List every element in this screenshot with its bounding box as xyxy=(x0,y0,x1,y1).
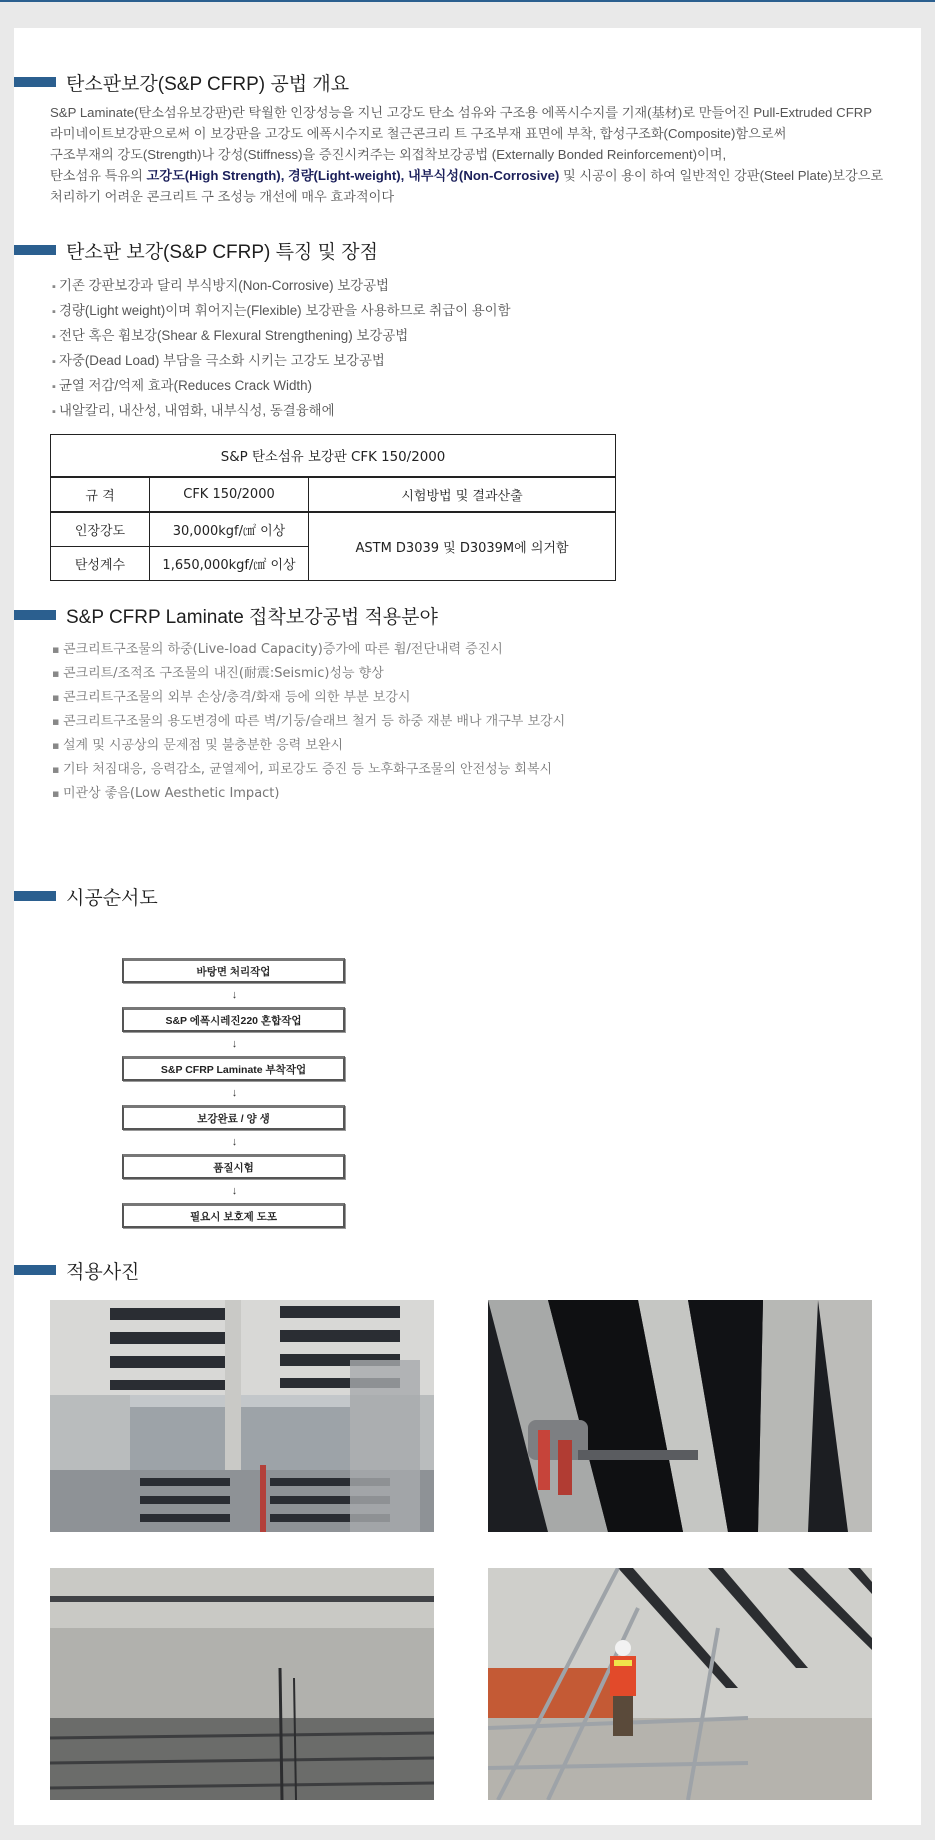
application-photo-4 xyxy=(488,1568,872,1800)
list-item: ▪ 콘크리트구조물의 용도변경에 따른 벽/기둥/슬래브 철거 등 하중 재분 배나 개구부 보강시 xyxy=(52,710,565,734)
spec-method-cell: ASTM D3039 및 D3039M에 의거함 xyxy=(309,512,616,581)
applications-list xyxy=(52,638,565,806)
process-step-2: S&P 에폭시레진220 혼합작업 xyxy=(122,1007,345,1032)
spec-cell: 탄성계수 xyxy=(51,547,150,581)
arrow-down-icon: ↓ xyxy=(231,1136,238,1148)
list-item: ▪ 경량(Light weight)이며 휘어지는(Flexible) 보강판을 사용하므로 취급이 용이함 xyxy=(52,299,511,324)
spec-table-title: S&P 탄소섬유 보강판 CFK 150/2000 xyxy=(51,435,616,478)
spec-header-cell: 시험방법 및 결과산출 xyxy=(309,477,616,512)
overview-line-2: 라미네이트보강판으로써 이 보강판을 고강도 에폭시수지로 철근콘크리 트 구조부재 표면에 부착, 합성구조화(Composite)함으로써 xyxy=(50,126,787,141)
spec-table xyxy=(50,434,616,581)
list-item: ▪ 기존 강판보강과 달리 부식방지(Non-Corrosive) 보강공법 xyxy=(52,274,511,299)
overview-line-4-pre: 탄소섬유 특유의 xyxy=(50,168,147,183)
section-title-process: 시공순서도 xyxy=(14,880,158,912)
section-title-applications: S&P CFRP Laminate 접착보강공법 적용분야 xyxy=(14,599,438,631)
overview-line-4 xyxy=(50,165,916,186)
section-marker xyxy=(14,891,56,901)
list-item: ▪ 전단 혹은 휨보강(Shear & Flexural Strengthening) 보강공법 xyxy=(52,324,511,349)
process-step-3: S&P CFRP Laminate 부착작업 xyxy=(122,1056,345,1081)
list-item: ▪ 균열 저감/억제 효과(Reduces Crack Width) xyxy=(52,374,511,399)
process-step-1: 바탕면 처리작업 xyxy=(122,958,345,983)
section-title-features: 탄소판 보강(S&P CFRP) 특징 및 장점 xyxy=(14,234,378,266)
spec-table-title-row xyxy=(51,435,616,478)
section-marker xyxy=(14,245,56,255)
list-item: ▪ 콘크리트구조물의 하중(Live-load Capacity)증가에 따른 휨/전단내력 증진시 xyxy=(52,638,565,662)
application-photo-3 xyxy=(50,1568,434,1800)
application-photo-1 xyxy=(50,1300,434,1532)
process-step-5: 품질시험 xyxy=(122,1154,345,1179)
process-flowchart xyxy=(122,958,347,1228)
list-item: ▪ 내알칼리, 내산성, 내염화, 내부식성, 동결융해에 xyxy=(52,399,511,424)
spec-cell: 30,000kgf/㎠ 이상 xyxy=(150,512,309,547)
table-row xyxy=(51,477,616,512)
arrow-down-icon: ↓ xyxy=(231,1087,238,1099)
list-item: ▪ 콘크리트구조물의 외부 손상/충격/화재 등에 의한 부분 보강시 xyxy=(52,686,565,710)
section-marker xyxy=(14,77,56,87)
content-panel xyxy=(14,28,921,1825)
overview-line-5: 처리하기 어려운 콘크리트 구 조성능 개선에 매우 효과적이다 xyxy=(50,189,395,204)
arrow-down-icon: ↓ xyxy=(231,1038,238,1050)
spec-cell: 1,650,000kgf/㎠ 이상 xyxy=(150,547,309,581)
overview-line-3: 구조부재의 강도(Strength)나 강성(Stiffness)을 증진시켜주는 외접착보강공법 (Externally Bonded Reinforcement)이며, xyxy=(50,147,727,162)
overview-line-4-bold: 고강도(High Strength), 경량(Light-weight), 내부식성(Non-Corrosive) xyxy=(146,168,560,183)
list-item: ▪ 콘크리트/조적조 구조물의 내진(耐震:Seismic)성능 향상 xyxy=(52,662,565,686)
spec-header-cell: 규 격 xyxy=(51,477,150,512)
section-title-photos: 적용사진 xyxy=(14,1254,139,1286)
process-step-6: 필요시 보호제 도포 xyxy=(122,1203,345,1228)
overview-paragraph xyxy=(50,102,916,207)
list-item: ▪ 미관상 좋음(Low Aesthetic Impact) xyxy=(52,782,565,806)
section-marker xyxy=(14,610,56,620)
top-border-line xyxy=(0,0,935,2)
arrow-down-icon: ↓ xyxy=(231,1185,238,1197)
section-title-overview: 탄소판보강(S&P CFRP) 공법 개요 xyxy=(14,66,349,98)
overview-line-1: S&P Laminate(탄소섬유보강판)란 탁월한 인장성능을 지닌 고강도 탄소 섬유와 구조용 에폭시수지를 기재(基材)로 만들어진 Pull-Extruded CFRP xyxy=(50,105,873,120)
table-row xyxy=(51,512,616,547)
spec-cell: 인장강도 xyxy=(51,512,150,547)
list-item: ▪ 기타 처짐대응, 응력감소, 균열제어, 피로강도 증진 등 노후화구조물의 안전성능 회복시 xyxy=(52,758,565,782)
list-item: ▪ 자중(Dead Load) 부담을 극소화 시키는 고강도 보강공법 xyxy=(52,349,511,374)
arrow-down-icon: ↓ xyxy=(231,989,238,1001)
spec-header-cell: CFK 150/2000 xyxy=(150,477,309,512)
section-marker xyxy=(14,1265,56,1275)
features-list xyxy=(52,274,511,424)
list-item: ▪ 설계 및 시공상의 문제점 및 불충분한 응력 보완시 xyxy=(52,734,565,758)
application-photo-2 xyxy=(488,1300,872,1532)
process-step-4: 보강완료 / 양 생 xyxy=(122,1105,345,1130)
overview-line-4-post: 및 시공이 용이 하여 일반적인 강판(Steel Plate)보강으로 xyxy=(559,168,884,183)
